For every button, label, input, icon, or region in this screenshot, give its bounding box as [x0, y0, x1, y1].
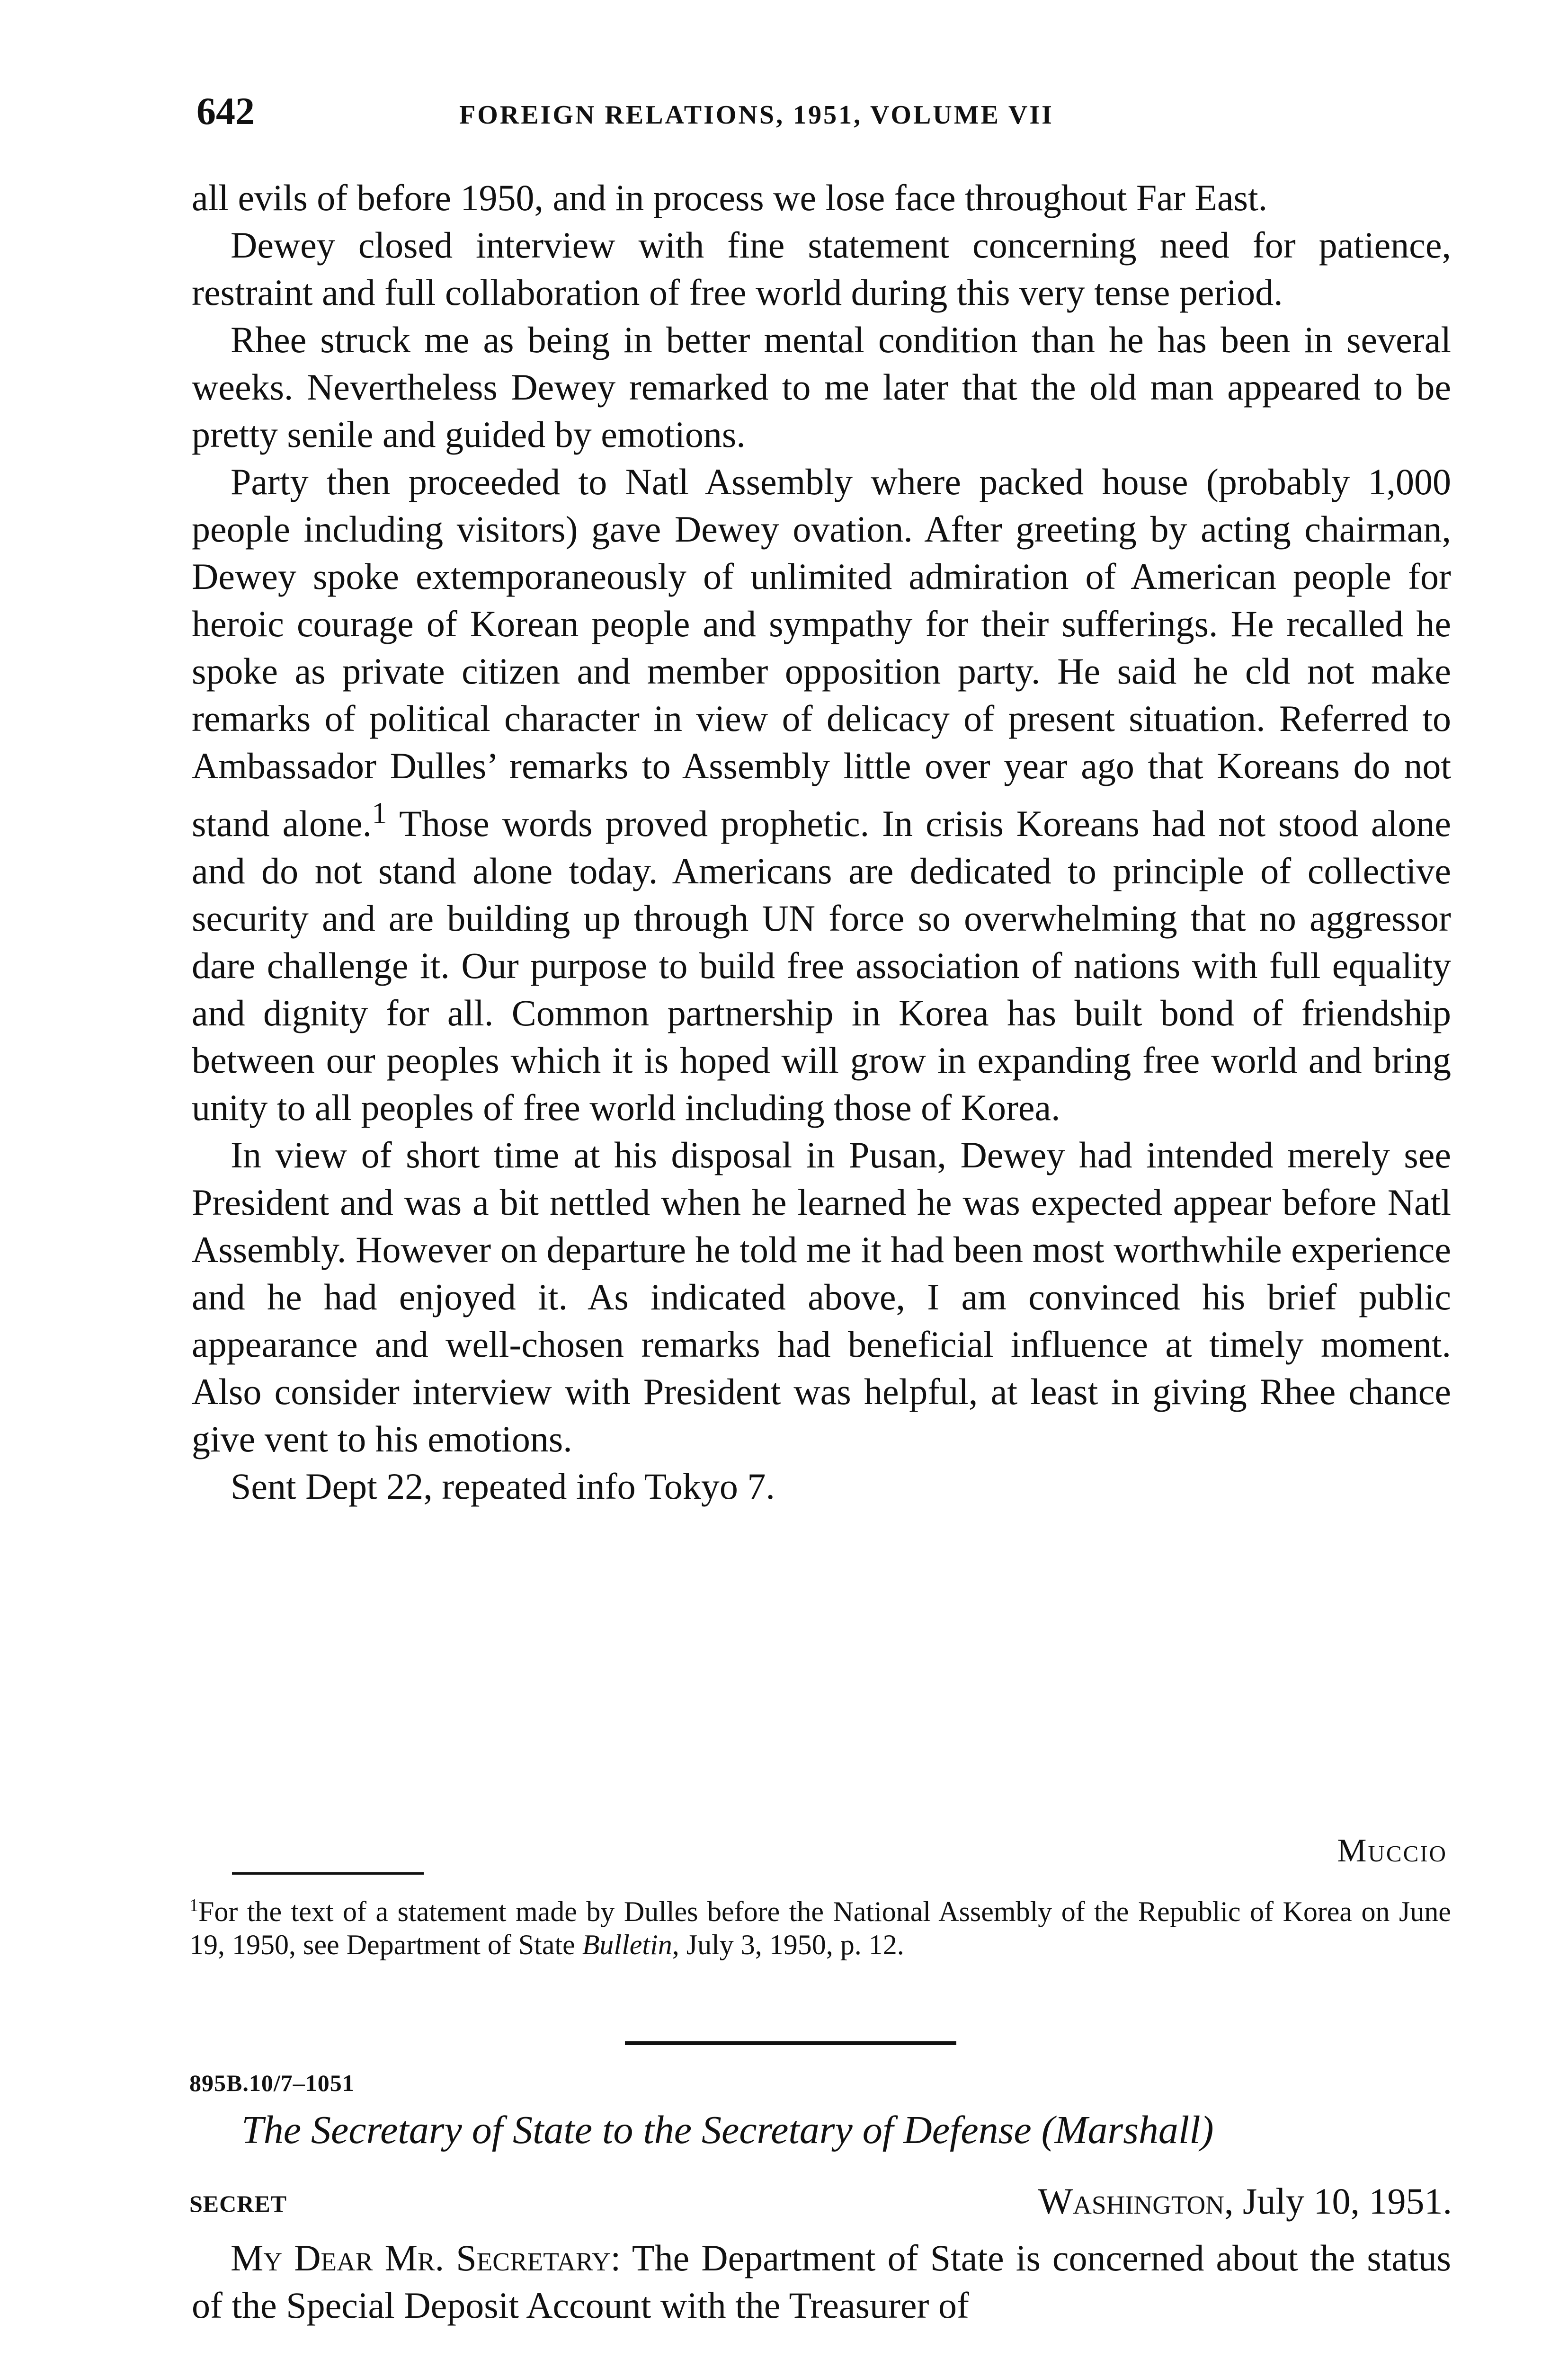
dateline-place: Washington [1038, 2180, 1224, 2222]
document-title: The Secretary of State to the Secretary of Defense (Marshall) [241, 2108, 1214, 2152]
paragraph-4 [192, 458, 1451, 1131]
paragraph-1: all evils of before 1950, and in process we lose face throughout Far East. [192, 177, 1268, 218]
body-text [192, 174, 1451, 1510]
running-head: FOREIGN RELATIONS, 1951, VOLUME VII [459, 100, 1054, 130]
paragraph-5: In view of short time at his disposal in Pusan, Dewey had intended merely see President and was a bit nettled when he learned he was expected appear before Natl Assembly. However on departure he told me it had been most worthwhile experience and he had enjoyed it. As indicated above, I am convinced his brief public appearance and well-chosen remarks had beneficial influence at timely moment. Also consider interview with President was helpful, at least in giving Rhee chance give vent to his emotions. [192, 1134, 1451, 1459]
salutation: My Dear Mr. Secretary [231, 2237, 611, 2278]
paragraph-2: Dewey closed interview with fine statement concerning need for patience, restraint and full collaboration of free world during this very tense period. [192, 224, 1451, 313]
page-header [196, 90, 1456, 133]
letter-opening [192, 2234, 1451, 2329]
paragraph-4-continuation: Those words proved prophetic. In crisis Koreans had not stood alone and do not stand alone today. Americans are dedicated to principle of collective security and are building up through UN force so overwhelming that no aggressor dare challenge it. Our purpose to build free association of nations with full equality and dignity for all. Common partnership in Korea has built bond of friendship between our peoples which it is hoped will grow in expanding free world and bring unity to all peoples of free world including those of Korea. [192, 803, 1451, 1128]
dateline-date: , July 10, 1951. [1224, 2180, 1452, 2222]
footnote-citation: , July 3, 1950, p. 12. [672, 1929, 904, 1960]
footnote-reference: 1 [372, 796, 387, 830]
footnote-text: For the text of a statement made by Dulles before the National Assembly of the Republic of Korea on June 19, 1950, see Department of State [189, 1896, 1451, 1960]
signature: Muccio [1337, 1833, 1447, 1869]
page-number: 642 [196, 89, 255, 133]
letter-text: : The Department of State is concerned about the status of the Special Deposit Account with the Treasurer of [192, 2237, 1451, 2326]
paragraph-4-text: Party then proceeded to Natl Assembly where packed house (probably 1,000 people including visitors) gave Dewey ovation. After greeting by acting chairman, Dewey spoke extemporaneously of unlimited admiration of American people for heroic courage of Korean people and sympathy for their sufferings. He recalled he spoke as private citizen and member opposition party. He said he cld not make remarks of political character in view of delicacy of present situation. Referred to Ambassador Dulles’ remarks to Assembly little over year ago that Koreans do not stand alone. [192, 461, 1451, 844]
paragraph-3: Rhee struck me as being in better mental condition than he has been in several weeks. Nevertheless Dewey remarked to me later that the old man appeared to be pretty senile and guided by emotions. [192, 319, 1451, 455]
footnote [189, 1889, 1451, 1961]
footnote-divider [232, 1872, 424, 1875]
footnote-publication: Bulletin [582, 1929, 672, 1960]
footnote-marker: 1 [189, 1895, 198, 1915]
dateline [1038, 2178, 1452, 2225]
section-divider [625, 2041, 956, 2045]
classification-marking: SECRET [189, 2190, 287, 2217]
transmission-note: Sent Dept 22, repeated info Tokyo 7. [231, 1466, 775, 1507]
file-number: 895B.10/7–1051 [189, 2070, 355, 2096]
